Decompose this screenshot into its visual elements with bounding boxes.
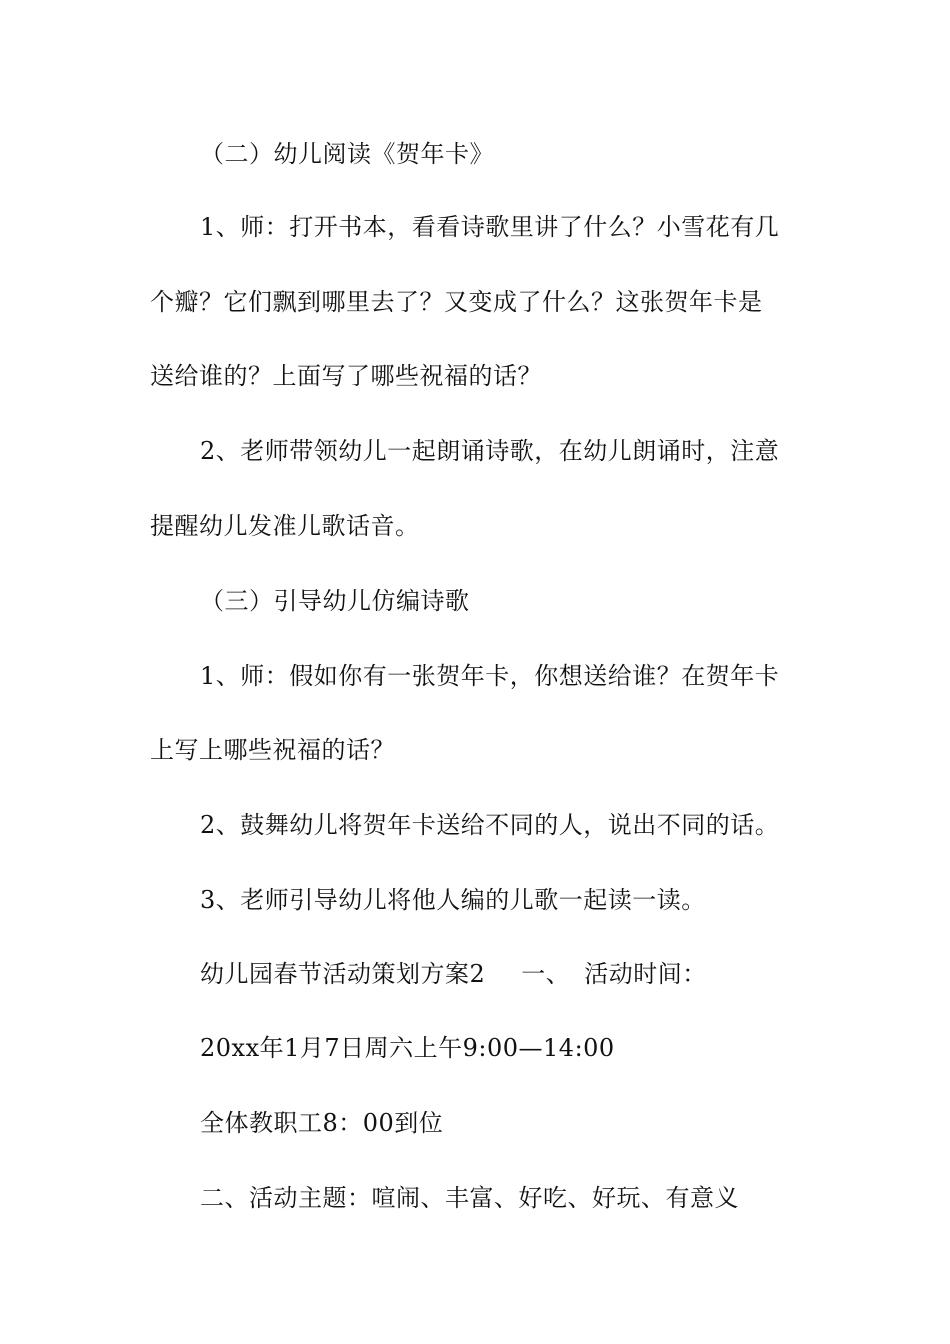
plan-title: 幼儿园春节活动策划方案2	[200, 960, 486, 988]
staff-arrival-line: 全体教职工8：00到位	[200, 1109, 444, 1137]
paragraph-line: 1、师：打开书本，看看诗歌里讲了什么？小雪花有几	[200, 213, 780, 241]
section-number: 一、	[521, 960, 571, 988]
subheading-adaptation: （三）引导幼儿仿编诗歌	[200, 587, 470, 615]
paragraph-line: 提醒幼儿发准儿歌话音。	[150, 512, 420, 540]
paragraph-line: 送给谁的？上面写了哪些祝福的话？	[150, 362, 542, 390]
paragraph-line: 3、老师引导幼儿将他人编的儿歌一起读一读。	[200, 886, 706, 914]
paragraph-line: 1、师：假如你有一张贺年卡，你想送给谁？在贺年卡	[200, 662, 780, 690]
paragraph-line: 个瓣？它们飘到哪里去了？又变成了什么？这张贺年卡是	[150, 288, 763, 316]
paragraph-line: 2、老师带领幼儿一起朗诵诗歌，在幼儿朗诵时，注意	[200, 437, 780, 465]
plan-title-line	[200, 958, 860, 990]
paragraph-line: 上写上哪些祝福的话？	[150, 736, 395, 764]
subheading-reading: （二）幼儿阅读《贺年卡》	[200, 140, 494, 168]
activity-theme-line: 二、活动主题：喧闹、丰富、好吃、好玩、有意义	[200, 1184, 739, 1212]
section-title: 活动时间：	[584, 960, 707, 988]
paragraph-line: 2、鼓舞幼儿将贺年卡送给不同的人，说出不同的话。	[200, 811, 780, 839]
activity-time-line: 20xx年1月7日周六上午9:00—14:00	[200, 1034, 615, 1062]
